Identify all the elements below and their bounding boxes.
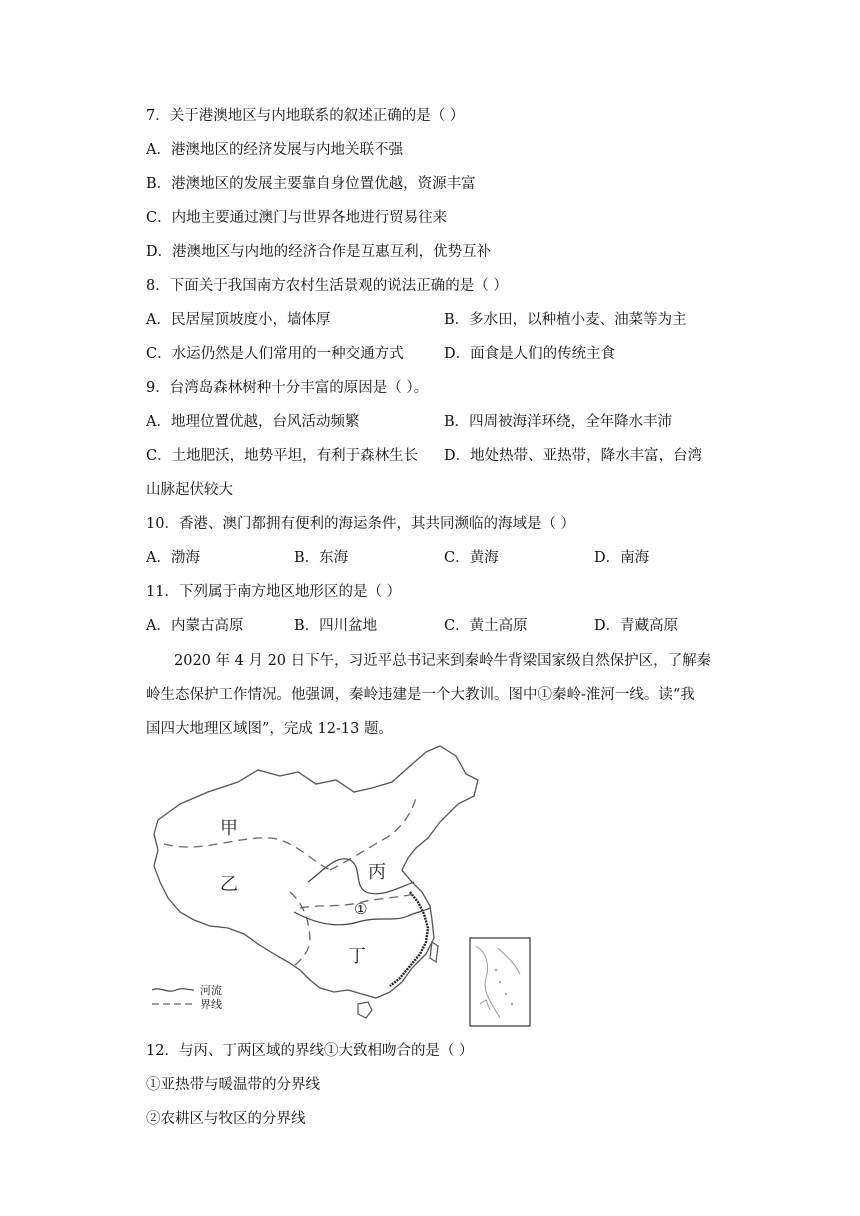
passage-line-2: 岭生态保护工作情况。他强调，秦岭违建是一个大教训。图中①秦岭-淮河一线。读“我 — [146, 687, 695, 703]
legend-river-symbol — [152, 989, 194, 991]
q9-stem: 9．台湾岛森林树种十分丰富的原因是（ ）。 — [146, 380, 429, 396]
boundary-label-one: ① — [354, 900, 368, 918]
q7-option-b: B．港澳地区的发展主要靠自身位置优越，资源丰富 — [146, 176, 476, 192]
q9-option-b: B．四周被海洋环绕，全年降水丰沛 — [444, 414, 673, 430]
q10-option-b: B．东海 — [294, 550, 349, 566]
region-label-jia: 甲 — [220, 818, 238, 839]
q9-row1 — [146, 412, 673, 432]
q8-option-a: A．民居屋顶坡度小，墙体厚 — [146, 312, 331, 328]
south-china-sea-inset — [470, 938, 530, 1026]
q12-option-1: ①亚热带与暖温带的分界线 — [146, 1077, 320, 1093]
legend-boundary-label: 界线 — [200, 998, 222, 1011]
q8-option-c: C．水运仍然是人们常用的一种交通方式 — [146, 346, 404, 362]
boundary-line-northwest — [164, 838, 330, 870]
q10-option-d: D．南海 — [594, 550, 650, 566]
q7-option-a: A．港澳地区的经济发展与内地关联不强 — [146, 142, 403, 158]
hainan-island — [358, 1002, 372, 1018]
q11-option-b: B．四川盆地 — [294, 618, 378, 634]
q11-option-c: C．黄土高原 — [444, 618, 528, 634]
q8-option-b: B．多水田，以种植小麦、油菜等为主 — [444, 312, 687, 328]
passage-line-1: 2020 年 4 月 20 日下午，习近平总书记来到秦岭牛背梁国家级自然保护区，了解秦 — [174, 653, 712, 669]
q9-option-d-continued: 山脉起伏较大 — [146, 482, 233, 498]
q10-option-c: C．黄海 — [444, 550, 499, 566]
q9-option-d: D．地处热带、亚热带，降水丰富，台湾 — [444, 448, 703, 464]
reading-passage — [146, 644, 726, 746]
q12-option-2: ②农耕区与牧区的分界线 — [146, 1111, 306, 1127]
q12-stem: 12．与丙、丁两区域的界线①大致相吻合的是（ ） — [146, 1043, 474, 1059]
q8-row2 — [146, 344, 616, 364]
q11-stem: 11．下列属于南方地区地形区的是（ ） — [146, 584, 402, 600]
passage-line-3: 国四大地理区域图”，完成 12-13 题。 — [146, 721, 393, 737]
region-label-bing: 丙 — [368, 862, 386, 883]
boundary-line-qinghai-tibet — [290, 892, 310, 968]
q7-option-c: C．内地主要通过澳门与世界各地进行贸易往来 — [146, 210, 448, 226]
q10-option-a: A．渤海 — [146, 550, 200, 566]
q11-option-a: A．内蒙古高原 — [146, 618, 244, 634]
q8-option-d: D．面食是人们的传统主食 — [444, 346, 616, 362]
q9-row2 — [146, 446, 703, 466]
q7-stem: 7．关于港澳地区与内地联系的叙述正确的是（ ） — [146, 108, 465, 124]
q10-stem: 10．香港、澳门都拥有便利的海运条件，其共同濒临的海域是（ ） — [146, 516, 576, 532]
taiwan-island — [430, 942, 438, 962]
yellow-river — [308, 859, 414, 894]
legend-river-label: 河流 — [200, 984, 222, 997]
china-four-regions-map — [140, 742, 540, 1032]
region-label-ding: 丁 — [348, 946, 366, 967]
q10-options — [146, 548, 650, 568]
q11-options — [146, 616, 679, 636]
q8-stem: 8．下面关于我国南方农村生活景观的说法正确的是（ ） — [146, 278, 508, 294]
china-outline — [154, 746, 478, 998]
q9-option-a: A．地理位置优越，台风活动频繁 — [146, 414, 360, 430]
q11-option-d: D．青藏高原 — [594, 618, 679, 634]
region-label-yi: 乙 — [220, 874, 238, 895]
q9-option-c: C．土地肥沃，地势平坦，有利于森林生长 — [146, 448, 419, 464]
q7-option-d: D．港澳地区与内地的经济合作是互惠互利，优势互补 — [146, 244, 492, 260]
q8-row1 — [146, 310, 687, 330]
